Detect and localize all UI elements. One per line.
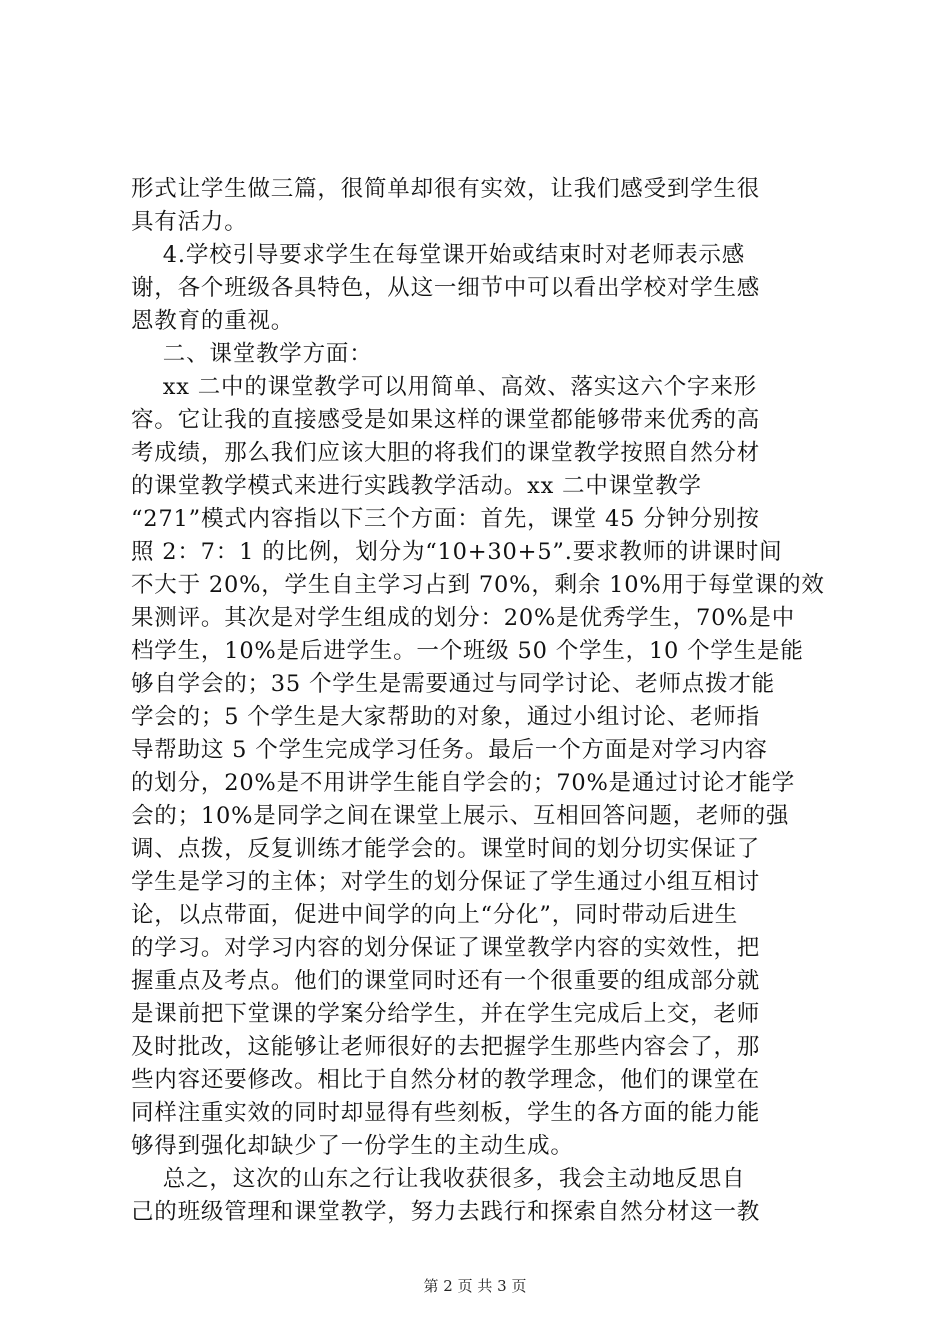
text-line: xx 二中的课堂教学可以用简单、高效、落实这六个字来形 [131, 374, 757, 400]
text-line: 握重点及考点。他们的课堂同时还有一个很重要的组成部分就 [131, 968, 761, 994]
text-line: 的划分，20%是不用讲学生能自学会的；70%是通过讨论才能学 [131, 770, 796, 796]
text-line: 容。它让我的直接感受是如果这样的课堂都能够带来优秀的高 [131, 407, 761, 433]
text-line: 会的；10%是同学之间在课堂上展示、互相回答问题，老师的强 [131, 803, 790, 829]
page-number-footer: 第 2 页 共 3 页 [423, 1277, 527, 1295]
text-line: 考成绩，那么我们应该大胆的将我们的课堂教学按照自然分材 [131, 440, 761, 466]
text-line: 学生是学习的主体；对学生的划分保证了学生通过小组互相讨 [131, 869, 761, 895]
text-line: 不大于 20%，学生自主学习占到 70%，剩余 10%用于每堂课的效 [131, 572, 825, 598]
text-line: 导帮助这 5 个学生完成学习任务。最后一个方面是对学习内容 [131, 737, 768, 763]
text-line: 些内容还要修改。相比于自然分材的教学理念，他们的课堂在 [131, 1067, 761, 1093]
text-line: 总之，这次的山东之行让我收获很多，我会主动地反思自 [131, 1166, 746, 1192]
section-heading: 二、课堂教学方面： [131, 341, 373, 367]
text-line: 谢，各个班级各具特色，从这一细节中可以看出学校对学生感 [131, 275, 761, 301]
text-line: 4.学校引导要求学生在每堂课开始或结束时对老师表示感 [131, 242, 746, 268]
text-line: 的课堂教学模式来进行实践教学活动。xx 二中课堂教学 [131, 473, 702, 499]
body-text [131, 173, 828, 1229]
text-line: 形式让学生做三篇，很简单却很有实效，让我们感受到学生很 [131, 176, 761, 202]
text-line: 同样注重实效的同时却显得有些刻板，学生的各方面的能力能 [131, 1100, 761, 1126]
text-line: 调、点拨，反复训练才能学会的。课堂时间的划分切实保证了 [131, 836, 761, 862]
text-line: 档学生，10%是后进学生。一个班级 50 个学生，10 个学生是能 [131, 638, 804, 664]
text-line: 论，以点带面，促进中间学的向上“分化”，同时带动后进生 [131, 902, 739, 928]
text-line: 学会的；5 个学生是大家帮助的对象，通过小组讨论、老师指 [131, 704, 760, 730]
text-line: 够得到强化却缺少了一份学生的主动生成。 [131, 1133, 574, 1159]
text-line: 具有活力。 [131, 209, 248, 235]
text-line: “271”模式内容指以下三个方面：首先，课堂 45 分钟分别按 [131, 506, 760, 532]
text-line: 及时批改，这能够让老师很好的去把握学生那些内容会了，那 [131, 1034, 761, 1060]
text-line: 够自学会的；35 个学生是需要通过与同学讨论、老师点拨才能 [131, 671, 775, 697]
text-line: 是课前把下堂课的学案分给学生，并在学生完成后上交，老师 [131, 1001, 761, 1027]
text-line: 照 2：7：1 的比例，划分为“10+30+5”.要求教师的讲课时间 [131, 539, 783, 565]
text-line: 果测评。其次是对学生组成的划分：20%是优秀学生，70%是中 [131, 605, 796, 631]
text-line: 的学习。对学习内容的划分保证了课堂教学内容的实效性，把 [131, 935, 761, 961]
text-line: 恩教育的重视。 [131, 308, 295, 334]
text-line: 己的班级管理和课堂教学，努力去践行和探索自然分材这一教 [131, 1199, 761, 1225]
